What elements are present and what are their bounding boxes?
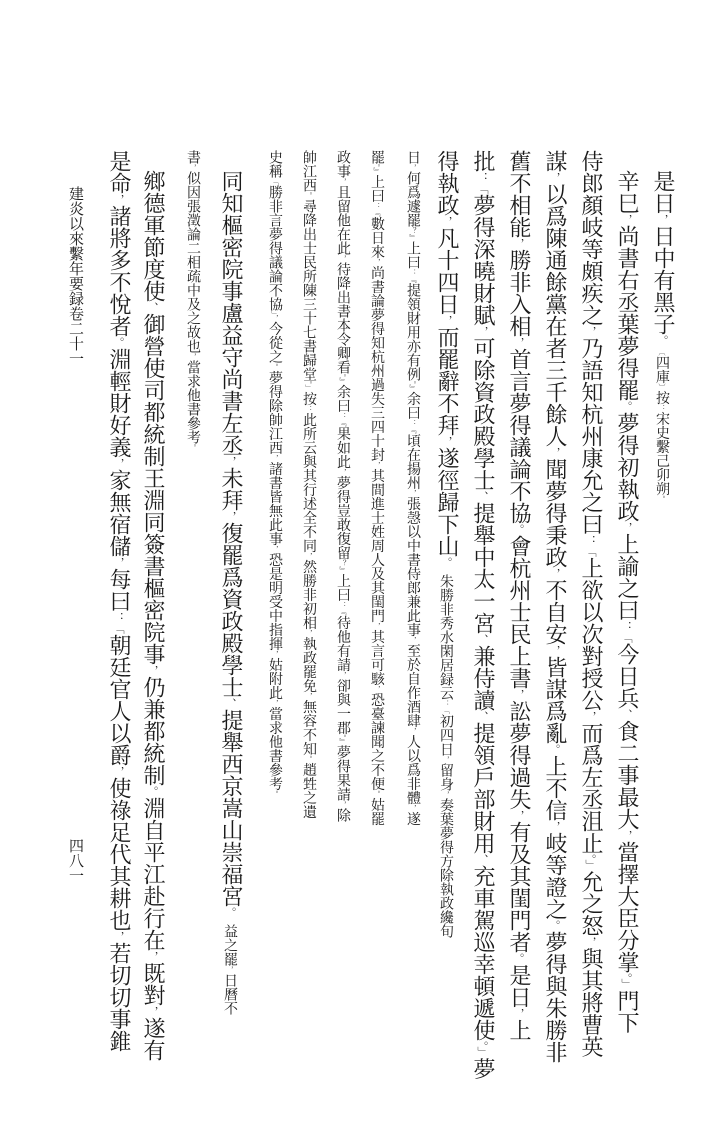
text-column: [431, 150, 457, 938]
text-column: [359, 150, 385, 826]
page-number: 四八一: [67, 838, 85, 883]
main-text: 是日，日中有黑子。: [650, 170, 675, 346]
annotation-text: 日，何爲遽罷？』上曰：『提領財用亦有例。』余曰：『頃在揚州，張愨以中書侍郎兼此事，至於自作酒肆，人以爲非體，遂: [405, 150, 421, 826]
text-column: [257, 150, 283, 798]
main-text: 得執政，凡十四日，而罷辭不拜，遂徑歸下山。: [434, 150, 459, 568]
running-title: 建炎以來繫年要録卷二十一: [67, 186, 85, 366]
text-column: [575, 150, 601, 1058]
text-column: [215, 170, 241, 1015]
text-column: [467, 150, 493, 1080]
annotation-text: 史稱「勝非言夢得議論不協」，今從之。夢得除帥江西，諸書皆無此事，恐是明受中指揮，姑附此，當求他書參考。: [267, 150, 283, 798]
text-column: [503, 150, 529, 1041]
text-column: [539, 150, 565, 1063]
annotation-text: 政事，且留他在此，待降出書本令卿看。』余曰：『果如此，夢得豈敢復留？』上曰：『待他有請，卻與一郡。』夢得果請，除: [335, 150, 351, 822]
main-text: 批：「夢得深曉財賦，可除資政殿學士、提舉中太一宮、兼侍讀、提領戶部財用、充車駕巡幸頓遞使。」夢: [470, 150, 495, 1080]
main-text: 同知樞密院事盧益守尚書左丞，未拜，復罷爲資政殿學士、提舉西京嵩山崇福宮。: [218, 170, 243, 918]
annotation-text: 罷。』上曰：『數日來，尚書論夢得知杭州過失三四十封，其間進士姓周人及其閨門，其言可駭，恐臺諫聞之不便。姑罷: [369, 150, 385, 826]
text-column: [647, 170, 673, 503]
text-column: [611, 170, 637, 1034]
main-text: 侍郎顏岐等頗疾之，乃語知杭州康允之曰：「上欲以次對授公，而爲左丞沮止。」允之怒，與其將曹英: [578, 150, 603, 1058]
annotation-text: 朱勝非秀水閑居録云：「初四日，留身，奏葉夢得方除執政纔旬: [438, 574, 454, 938]
annotation-text: 〔四庫〕按：宋史繫己卯朔。: [654, 352, 670, 503]
main-text: 謀，以爲陳通餘黨在者三千餘人，聞夢得秉政，不自安，皆謀爲亂。上不信，岐等證之。夢得與朱勝非: [542, 150, 567, 1063]
text-column: [137, 170, 163, 1061]
main-text: 鄉德軍節度使、御營使司都統制王淵同簽書樞密院事，仍兼都統制。淵自平江赴行在，既對，遂有: [140, 170, 165, 1061]
annotation-text: 書，似因張澂論二相疏中及之故也，當求他書參考。: [185, 150, 201, 451]
annotation-text: 益之罷，日曆不: [222, 924, 238, 1015]
text-column: [175, 150, 201, 451]
text-column: [395, 150, 421, 826]
text-column: [325, 150, 351, 822]
text-column: [291, 150, 317, 819]
main-text: 辛巳，尚書右丞葉夢得罷。夢得初執政，上諭之曰：「今日兵、食二事最大，當擇大臣分掌。」門下: [614, 170, 639, 1034]
main-text: 是命，諸將多不悅者。淵輕財好義，家無宿儲，每曰：「朝廷官人以爵，使祿足代其耕也，若切切事錐: [106, 150, 131, 1052]
main-text: 舊不相能，勝非入相，首言夢得議論不協。會杭州士民上書，訟夢得過失，有及其閨門者。是日，上: [506, 150, 531, 1041]
annotation-text: 帥江西。尋降出士民所陳三十七書歸堂。」按：此所云與其行述全不同，然勝非初相，執政罷免，無容不知。趙甡之遺: [301, 150, 317, 819]
text-column: [103, 150, 129, 1052]
